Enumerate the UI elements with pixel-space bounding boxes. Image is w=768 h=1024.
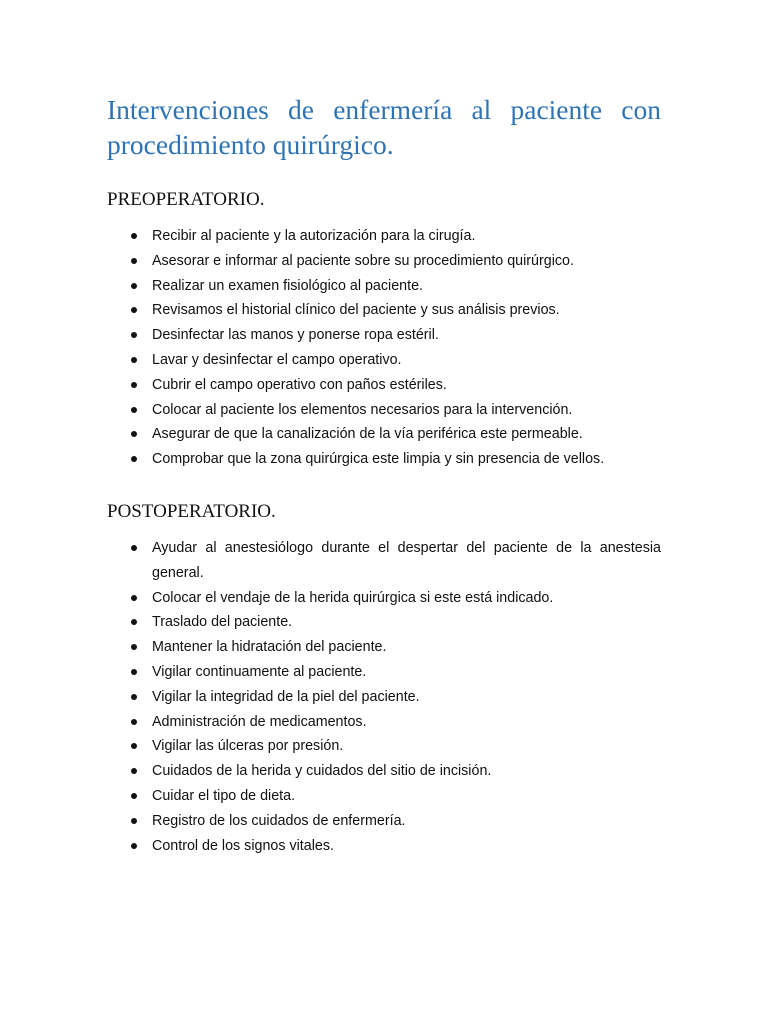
bullet-dot-icon	[131, 382, 137, 388]
list-item	[107, 809, 661, 834]
bullet-dot-icon	[131, 694, 137, 700]
bullet-dot-icon	[131, 283, 137, 289]
bullet-dot-icon	[131, 644, 137, 650]
list-item	[107, 784, 661, 809]
list-item	[107, 323, 661, 348]
list-item-text: Traslado del paciente.	[152, 614, 293, 631]
list-item-text: Revisamos el historial clínico del paciente y sus análisis previos.	[152, 302, 560, 319]
list-item	[107, 759, 661, 784]
bullet-dot-icon	[131, 233, 137, 239]
list-item	[107, 635, 661, 660]
bullet-dot-icon	[131, 719, 137, 725]
list-item-text: Vigilar continuamente al paciente.	[152, 663, 367, 680]
section-heading-preoperatorio: PREOPERATORIO.	[107, 189, 265, 210]
list-item-text: Cubrir el campo operativo con paños estériles.	[152, 376, 447, 393]
list-item	[107, 536, 661, 586]
list-item	[107, 373, 661, 398]
preoperatorio-list	[107, 224, 661, 472]
postoperatorio-list	[107, 536, 661, 858]
list-item-text: Cuidados de la herida y cuidados del sitio de incisión.	[152, 763, 492, 780]
list-item-text: Vigilar las úlceras por presión.	[152, 738, 344, 755]
list-item	[107, 348, 661, 373]
list-item	[107, 610, 661, 635]
list-item	[107, 224, 661, 249]
bullet-dot-icon	[131, 407, 137, 413]
bullet-dot-icon	[131, 793, 137, 799]
bullet-dot-icon	[131, 743, 137, 749]
list-item-text: Ayudar al anestesiólogo durante el despertar del paciente de la anestesia general.	[152, 540, 661, 581]
bullet-dot-icon	[131, 357, 137, 363]
list-item-text: Cuidar el tipo de dieta.	[152, 787, 296, 804]
list-item	[107, 834, 661, 859]
list-item-text: Asegurar de que la canalización de la vía periférica este permeable.	[152, 426, 583, 443]
document-title: Intervenciones de enfermería al paciente con procedimiento quirúrgico.	[107, 94, 661, 160]
list-item	[107, 447, 661, 472]
bullet-dot-icon	[131, 431, 137, 437]
bullet-dot-icon	[131, 456, 137, 462]
list-item	[107, 685, 661, 710]
list-item	[107, 274, 661, 299]
bullet-dot-icon	[131, 669, 137, 675]
list-item-text: Lavar y desinfectar el campo operativo.	[152, 351, 402, 368]
list-item	[107, 586, 661, 611]
list-item-text: Administración de medicamentos.	[152, 713, 367, 730]
bullet-dot-icon	[131, 258, 137, 264]
bullet-dot-icon	[131, 818, 137, 824]
list-item-text: Desinfectar las manos y ponerse ropa estéril.	[152, 327, 439, 344]
list-item-text: Mantener la hidratación del paciente.	[152, 639, 387, 656]
list-item	[107, 710, 661, 735]
list-item	[107, 398, 661, 423]
bullet-dot-icon	[131, 545, 137, 551]
list-item-text: Realizar un examen fisiológico al paciente.	[152, 277, 423, 294]
list-item-text: Vigilar la integridad de la piel del paciente.	[152, 688, 420, 705]
bullet-dot-icon	[131, 619, 137, 625]
list-item-text: Colocar el vendaje de la herida quirúrgica si este está indicado.	[152, 589, 554, 606]
list-item	[107, 422, 661, 447]
list-item	[107, 660, 661, 685]
bullet-dot-icon	[131, 843, 137, 849]
list-item-text: Registro de los cuidados de enfermería.	[152, 812, 406, 829]
bullet-dot-icon	[131, 768, 137, 774]
section-heading-postoperatorio: POSTOPERATORIO.	[107, 501, 276, 522]
list-item	[107, 734, 661, 759]
list-item	[107, 249, 661, 274]
list-item-text: Recibir al paciente y la autorización para la cirugía.	[152, 228, 476, 244]
bullet-dot-icon	[131, 595, 137, 601]
list-item-text: Control de los signos vitales.	[152, 837, 334, 854]
list-item-text: Asesorar e informar al paciente sobre su procedimiento quirúrgico.	[152, 252, 574, 269]
list-item-text: Comprobar que la zona quirúrgica este limpia y sin presencia de vellos.	[152, 451, 605, 468]
list-item-text: Colocar al paciente los elementos necesarios para la intervención.	[152, 401, 573, 418]
list-item	[107, 298, 661, 323]
bullet-dot-icon	[131, 332, 137, 338]
bullet-dot-icon	[131, 307, 137, 313]
